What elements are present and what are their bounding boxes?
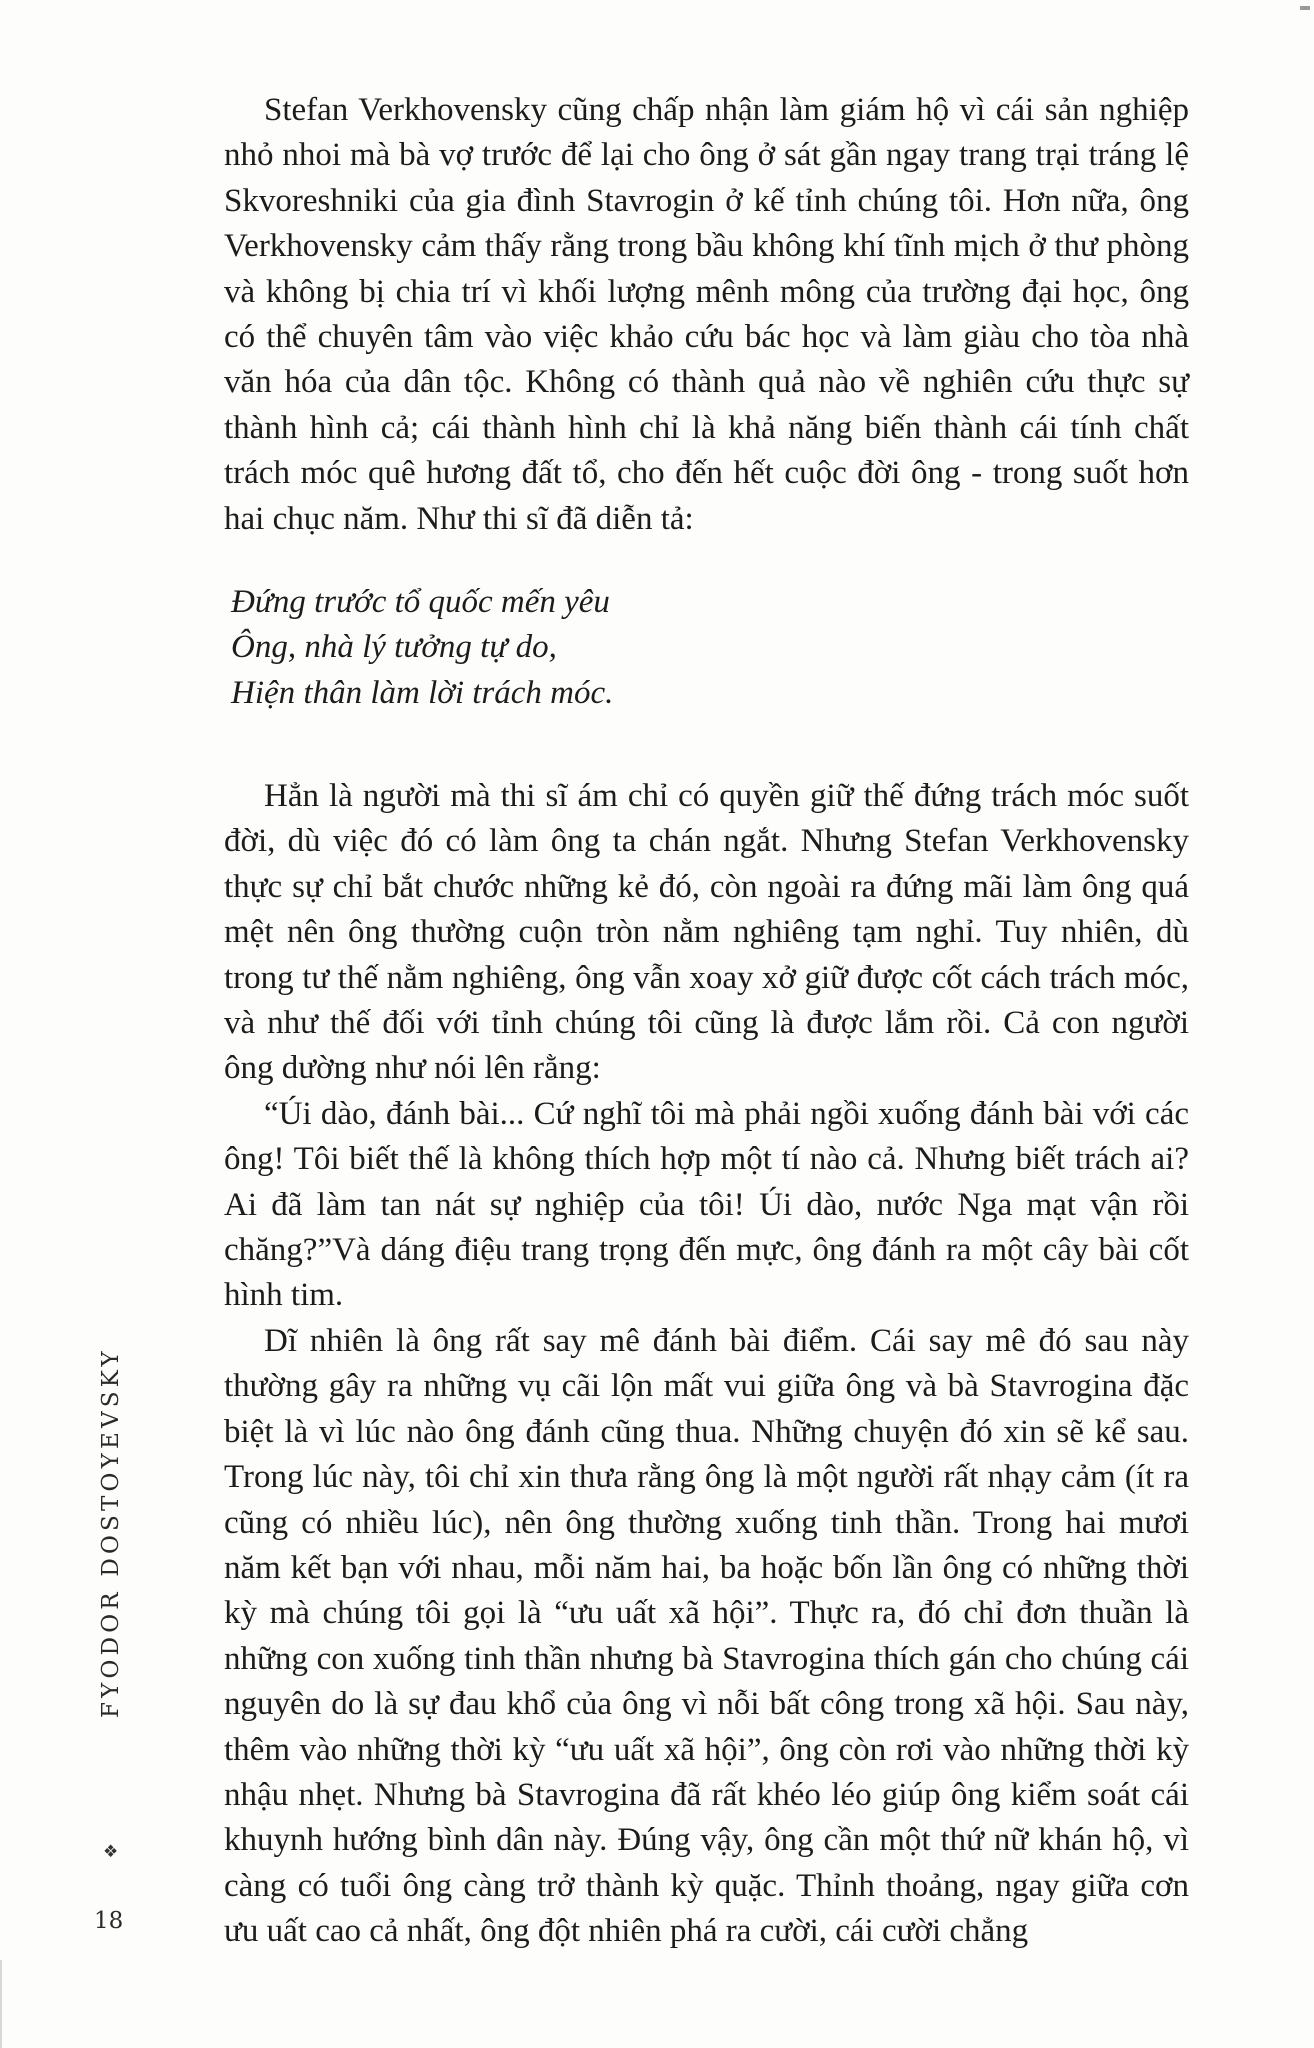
running-head-author: FYODOR DOSTOYEVSKY	[98, 1347, 124, 1718]
verse-line: Hiện thân làm lời trách móc.	[231, 674, 614, 711]
paragraph: “Úi dào, đánh bài... Cứ nghĩ tôi mà phải ngồi xuống đánh bài với các ông! Tôi biết thế là không thích hợp một tí nào cả. Nhưng biết trách ai? Ai đã làm tan nát sự nghiệp của tôi! Úi dào, nước Nga mạt vận rồi chăng?”Và dáng điệu trang trọng đến mực, ông đánh ra một cây bài cốt hình tim.	[224, 1095, 1189, 1314]
gutter-edge	[0, 1960, 2, 2048]
scan-corner-mark	[1300, 6, 1310, 10]
verse-line: Đứng trước tổ quốc mến yêu	[231, 584, 610, 620]
fleuron-ornament-icon: ❖	[103, 1842, 119, 1862]
body-text-top	[224, 88, 1189, 542]
paragraph: Dĩ nhiên là ông rất say mê đánh bài điểm. Cái say mê đó sau này thường gây ra những vụ cãi lộn mất vui giữa ông và bà Stavrogina đặc biệt là vì lúc nào ông đánh cũng thua. Những chuyện đó xin sẽ kể sau. Trong lúc này, tôi chỉ xin thưa rằng ông là một người rất nhạy cảm (ít ra cũng có nhiều lúc), nên ông thường xuống tinh thần. Trong hai mươi năm kết bạn với nhau, mỗi năm hai, ba hoặc bốn lần ông có những thời kỳ mà chúng tôi gọi là “ưu uất xã hội”. Thực ra, đó chỉ đơn thuần là những con xuống tinh thần nhưng bà Stavrogina thích gán cho chúng cái nguyên do là sự đau khổ của ông vì nỗi bất công trong xã hội. Sau này, thêm vào những thời kỳ “ưu uất xã hội”, ông còn rơi vào những thời kỳ nhậu nhẹt. Nhưng bà Stavrogina đã rất khéo léo giúp ông kiểm soát cái khuynh hướng bình dân này. Đúng vậy, ông cần một thứ nữ khán hộ, vì càng có tuổi ông càng trở thành kỳ quặc. Thỉnh thoảng, ngay giữa cơn ưu uất cao cả nhất, ông đột nhiên phá ra cười, cái cười chẳng	[224, 1322, 1189, 1950]
verse-line: Ông, nhà lý tưởng tự do,	[231, 629, 557, 666]
verse-quote	[231, 580, 613, 716]
paragraph: Hẳn là người mà thi sĩ ám chỉ có quyền giữ thế đứng trách móc suốt đời, dù việc đó có làm ông ta chán ngắt. Nhưng Stefan Verkhovensky thực sự chỉ bắt chước những kẻ đó, còn ngoài ra đứng mãi làm ông quá mệt nên ông thường cuộn tròn nằm nghiêng tạm nghỉ. Tuy nhiên, dù trong tư thế nằm nghiêng, ông vẫn xoay xở giữ được cốt cách trách móc, và như thế đối với tỉnh chúng tôi cũng là được lắm rồi. Cả con người ông dường như nói lên rằng:	[224, 778, 1189, 1087]
body-text-bottom	[224, 774, 1189, 1955]
page-number: 18	[94, 1908, 124, 1934]
paragraph: Stefan Verkhovensky cũng chấp nhận làm giám hộ vì cái sản nghiệp nhỏ nhoi mà bà vợ trước để lại cho ông ở sát gần ngay trang trại tráng lệ Skvoreshniki của gia đình Stavrogin ở kế tỉnh chúng tôi. Hơn nữa, ông Verkhovensky cảm thấy rằng trong bầu không khí tĩnh mịch ở thư phòng và không bị chia trí vì khối lượng mênh mông của trường đại học, ông có thể chuyên tâm vào việc khảo cứu bác học và làm giàu cho tòa nhà văn hóa của dân tộc. Không có thành quả nào về nghiên cứu thực sự thành hình cả; cái thành hình chỉ là khả năng biến thành cái tính chất trách móc quê hương đất tổ, cho đến hết cuộc đời ông - trong suốt hơn hai chục năm. Như thi sĩ đã diễn tả:	[224, 92, 1189, 537]
